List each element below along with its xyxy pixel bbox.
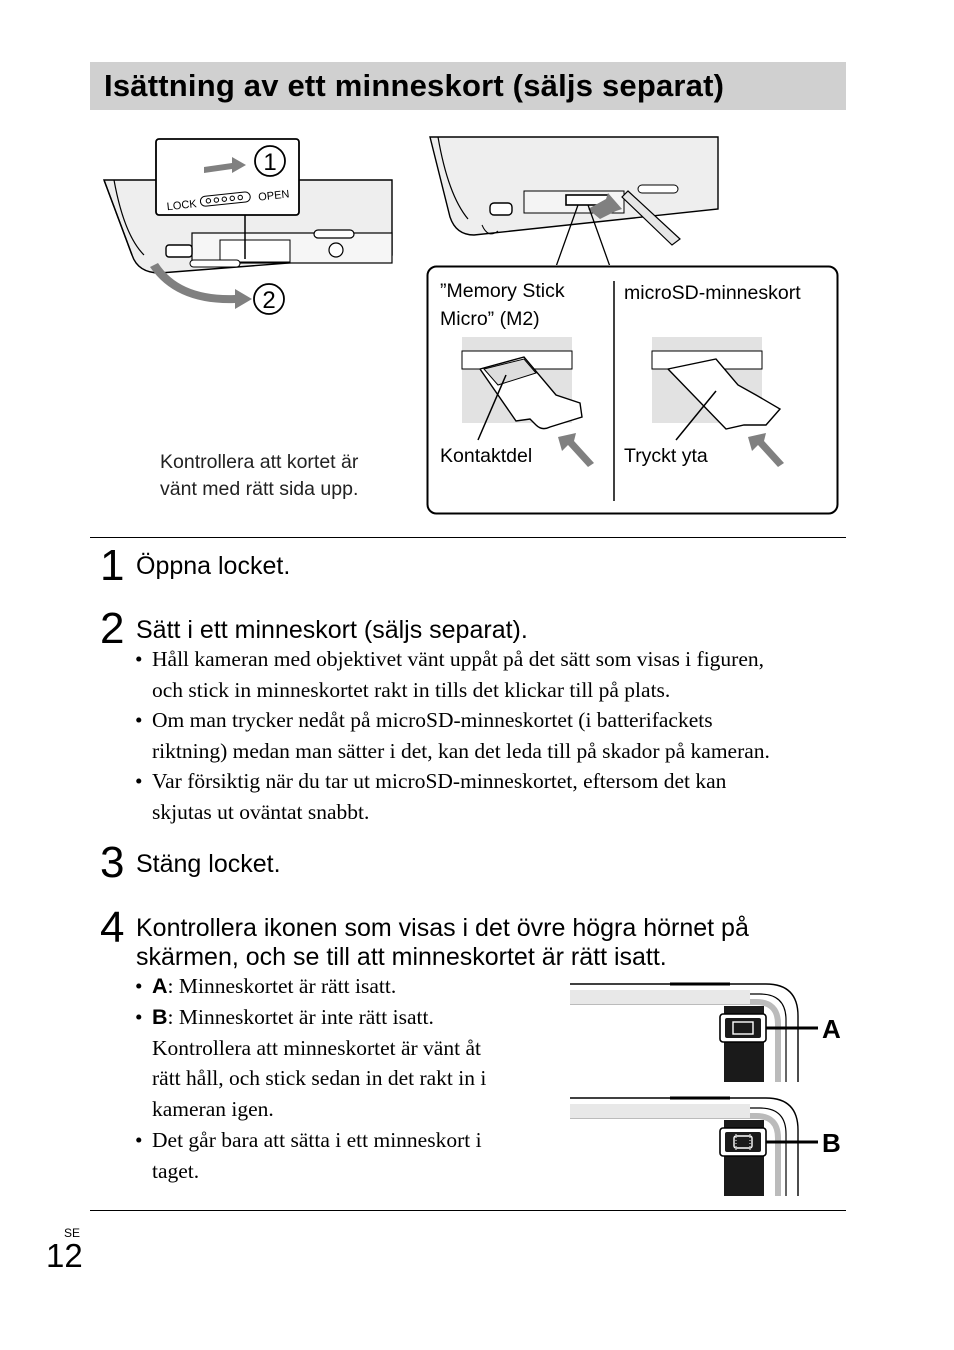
list-item-line: Håll kameran med objektivet vänt uppåt på det sätt som visas i figuren,: [152, 647, 764, 671]
list-item-line: skjutas ut oväntat snabbt.: [152, 799, 370, 824]
list-item: [135, 1125, 555, 1186]
check-caption: [160, 449, 358, 503]
card-detail-panel: [426, 265, 840, 517]
list-item-line: och stick in minneskortet rakt in tills det klickar till på plats.: [152, 677, 671, 702]
microsd-title: microSD-minneskort: [624, 282, 801, 304]
list-item: [135, 644, 855, 705]
section-header: [90, 62, 846, 110]
screen-icon-correct: [570, 980, 846, 1085]
list-item-line: Om man trycker nedåt på microSD-minneskortet (i batterifackets: [152, 708, 713, 732]
key-a: A: [152, 974, 168, 998]
section-title: Isättning av ett minneskort (säljs separat): [104, 68, 725, 103]
callout-2: 2: [262, 287, 276, 314]
bullet-dot: •: [135, 974, 143, 998]
label-a: A: [822, 1014, 841, 1044]
section-divider: [90, 537, 846, 538]
bullet-b-text: : Minneskortet är inte rätt isatt.: [167, 1005, 434, 1029]
memory-stick-title-line2: Micro” (M2): [440, 308, 540, 330]
step-3-number: 3: [100, 838, 125, 887]
contact-label: Kontaktdel: [440, 445, 533, 467]
check-caption-line1: Kontrollera att kortet är: [160, 451, 359, 473]
list-item-line: kameran igen.: [152, 1096, 274, 1121]
step-1-text: Öppna locket.: [136, 552, 291, 580]
page-language: SE: [64, 1226, 81, 1240]
callout-1: 1: [263, 149, 277, 176]
camera-lock-illustration: [100, 135, 400, 315]
bullet-dot: •: [135, 769, 143, 793]
check-caption-line2: vänt med rätt sida upp.: [160, 478, 359, 500]
bullet-dot: •: [135, 708, 143, 732]
list-item-line: Var försiktig när du tar ut microSD-minneskortet, eftersom det kan: [152, 769, 727, 793]
list-item-line: rätt håll, och stick sedan in det rakt in i: [152, 1066, 487, 1091]
label-b: B: [822, 1128, 841, 1158]
step-4-text-line2: skärmen, och se till att minneskortet är rätt isatt.: [136, 943, 667, 971]
list-item: [135, 766, 855, 827]
camera-insert-illustration: [428, 135, 720, 265]
bullet-dot: •: [135, 1005, 143, 1029]
list-item: [135, 971, 555, 1002]
page-number: 12: [46, 1237, 83, 1274]
list-item-line: riktning) medan man sätter i det, kan det leda till på skador på kameran.: [152, 738, 770, 763]
step-4-text: [136, 914, 749, 972]
list-item-line: Det går bara att sätta i ett minneskort i: [152, 1128, 482, 1152]
list-item-line: taget.: [152, 1158, 200, 1183]
step-1-number: 1: [100, 541, 125, 590]
bullet-dot: •: [135, 647, 143, 671]
step-4-number: 4: [100, 903, 125, 952]
footer-divider: [90, 1210, 846, 1211]
bullet-a-text: : Minneskortet är rätt isatt.: [167, 974, 397, 998]
lock-label: LOCK: [166, 198, 198, 214]
memory-stick-title-line1: ”Memory Stick: [440, 280, 565, 302]
open-label: OPEN: [257, 188, 290, 204]
key-b: B: [152, 1005, 168, 1029]
list-item: [135, 1002, 555, 1124]
list-item: [135, 705, 855, 766]
step-2-number: 2: [100, 604, 125, 653]
step-3-text: Stäng locket.: [136, 850, 281, 878]
print-label: Tryckt yta: [624, 445, 708, 467]
step-4-text-line1: Kontrollera ikonen som visas i det övre högra hörnet på: [136, 914, 749, 942]
step-2-text: Sätt i ett minneskort (säljs separat).: [136, 616, 528, 644]
list-item-line: Kontrollera att minneskortet är vänt åt: [152, 1035, 481, 1060]
bullet-dot: •: [135, 1128, 143, 1152]
screen-icon-incorrect: [570, 1094, 846, 1198]
